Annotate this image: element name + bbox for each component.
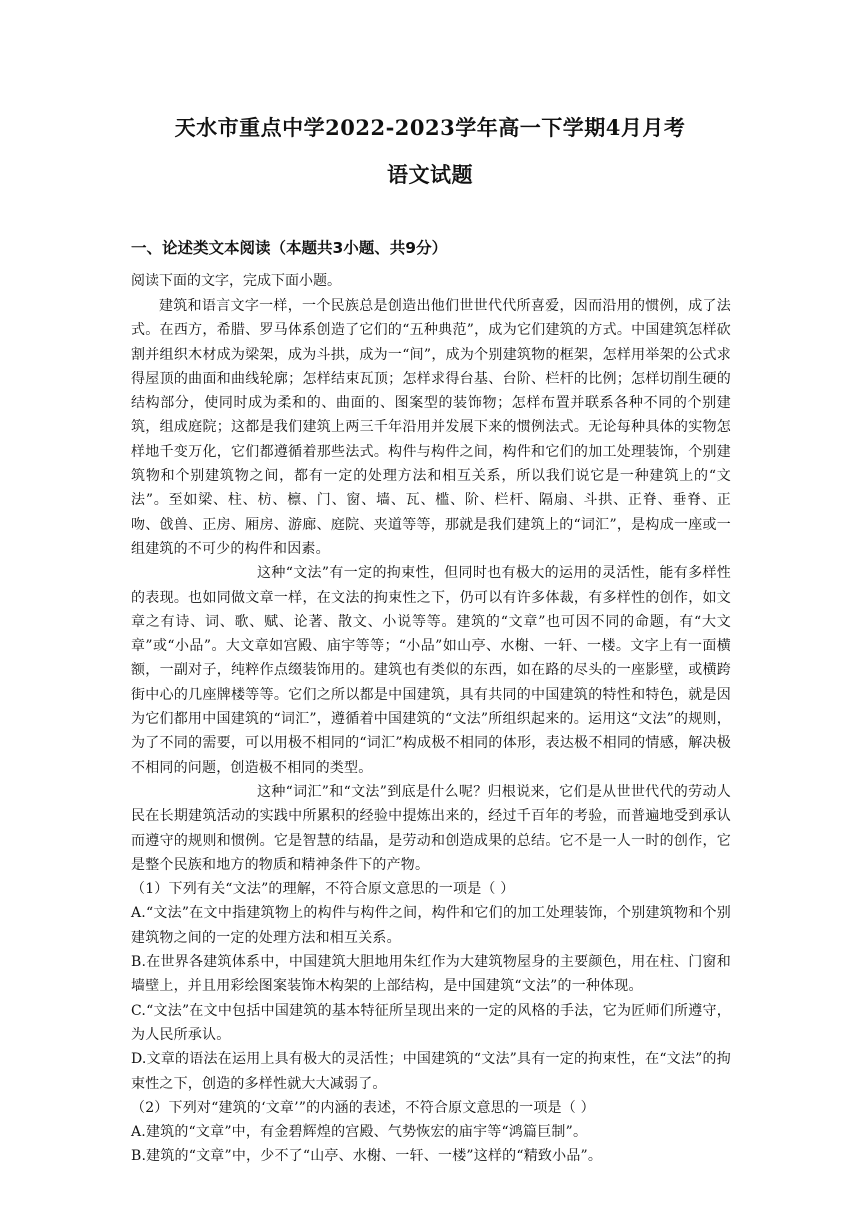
passage-paragraph-3: 这种“词汇”和“文法”到底是什么呢？归根说来，它们是从世世代代的劳动人民在长期建筑活动的实践中所累积的经验中提炼出来的，经过千百年的考验，而普遍地受到承认而遵守的规则和惯例。它是智慧的结晶，是劳动和创造成果的总结。它不是一人一时的创作，它是整个民族和地方的物质和精神条件下的产物。: [131, 783, 731, 873]
question-2-option-a: A.建筑的“文章”中，有金碧辉煌的宫殿、气势恢宏的庙宇等“鸿篇巨制”。: [131, 1124, 588, 1141]
section-heading: 一、论述类文本阅读（本题共3小题、共9分）: [131, 239, 448, 257]
question-1-stem: （1）下列有关“文法”的理解，不符合原文意思的一项是（ ）: [131, 881, 515, 898]
question-2-stem: （2）下列对“建筑的‘文章’”的内涵的表述，不符合原文意思的一项是（ ）: [131, 1099, 595, 1116]
question-2-option-b: B.建筑的“文章”中，少不了“山亭、水榭、一轩、一楼”这样的“精致小品”。: [131, 1148, 603, 1165]
passage-paragraph-1: 建筑和语言文字一样，一个民族总是创造出他们世世代代所喜爱，因而沿用的惯例，成了法式。在西方，希腊、罗马体系创造了它们的“五种典范”，成为它们建筑的方式。中国建筑怎样砍割并组织木材成为梁架，成为斗拱，成为一“间”，成为个别建筑物的框架，怎样用举架的公式求得屋顶的曲面和曲线轮廓；怎样结束瓦顶；怎样求得台基、台阶、栏杆的比例；怎样切削生硬的结构部分，使同时成为柔和的、曲面的、图案型的装饰物；怎样布置并联系各种不同的个别建筑，组成庭院；这都是我们建筑上两三千年沿用并发展下来的惯例法式。无论每种具体的实物怎样地千变万化，它们都遵循着那些法式。构件与构件之间，构件和它们的加工处理装饰，个别建筑物和个别建筑物之间，都有一定的处理方法和相互关系，所以我们说它是一种建筑上的“文法”。至如梁、柱、枋、檩、门、窗、墙、瓦、槛、阶、栏杆、隔扇、斗拱、正脊、垂脊、正吻、戗兽、正房、厢房、游廊、庭院、夹道等等，那就是我们建筑上的“词汇”，是构成一座或一组建筑的不可少的构件和因素。: [131, 298, 731, 557]
exam-subtitle: 语文试题: [387, 162, 473, 187]
question-1-option-b: B.在世界各建筑体系中，中国建筑大胆地用朱红作为大建筑物屋身的主要颜色，用在柱、门窗和墙壁上，并且用彩绘图案装饰木构架的上部结构，是中国建筑“文法”的一种体现。: [131, 954, 731, 995]
passage-body: [131, 294, 731, 1169]
passage-paragraph-2: 这种“文法”有一定的拘束性，但同时也有极大的运用的灵活性，能有多样性的表现。也如同做文章一样，在文法的拘束性之下，仍可以有许多体裁，有多样性的创作，如文章之有诗、词、歌、赋、论著、散文、小说等等。建筑的“文章”也可因不同的命题，有“大文章”或“小品”。大文章如宫殿、庙宇等等；“小品”如山亭、水榭、一轩、一楼。文字上有一面横额，一副对子，纯粹作点缀装饰用的。建筑也有类似的东西，如在路的尽头的一座影壁，或横跨街中心的几座牌楼等等。它们之所以都是中国建筑，具有共同的中国建筑的特性和特色，就是因为它们都用中国建筑的“词汇”，遵循着中国建筑的“文法”所组织起来的。运用这“文法”的规则，为了不同的需要，可以用极不相同的“词汇”构成极不相同的体形，表达极不相同的情感，解决极不相同的问题，创造极不相同的类型。: [131, 565, 731, 776]
question-1-option-c: C.“文法”在文中包括中国建筑的基本特征所呈现出来的一定的风格的手法，它为匠师们所遵守，为人民所承认。: [131, 1002, 731, 1043]
exam-title: 天水市重点中学2022-2023学年高一下学期4月月考: [174, 115, 686, 140]
reading-instruction: 阅读下面的文字，完成下面小题。: [131, 273, 341, 289]
question-1-option-a: A.“文法”在文中指建筑物上的构件与构件之间，构件和它们的加工处理装饰，个别建筑物和个别建筑物之间的一定的处理方法和相互关系。: [131, 905, 731, 946]
question-1-option-d: D.文章的语法在运用上具有极大的灵活性；中国建筑的“文法”具有一定的拘束性，在“文法”的拘束性之下，创造的多样性就大大减弱了。: [131, 1051, 731, 1092]
